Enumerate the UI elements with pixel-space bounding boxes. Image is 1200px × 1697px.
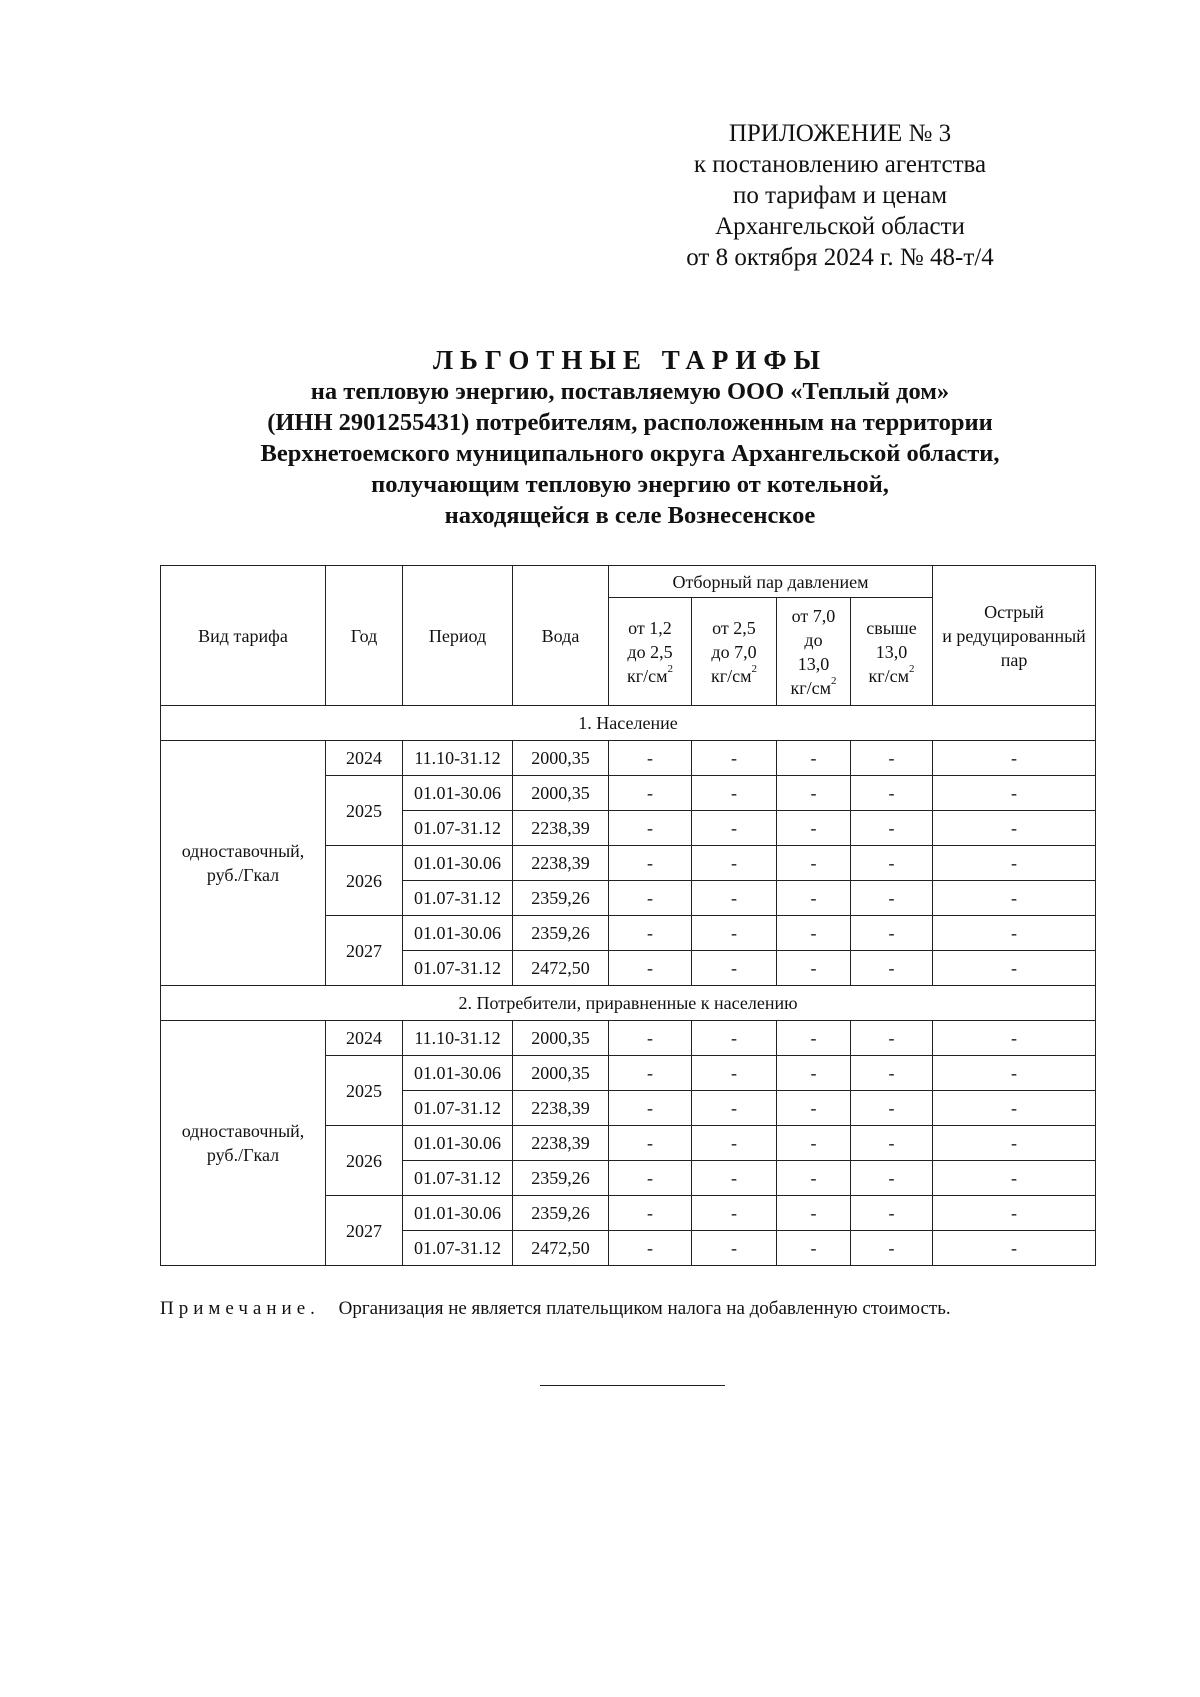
steam-value-cell: - — [692, 1126, 777, 1161]
steam-value-cell: - — [777, 1091, 851, 1126]
water-value-cell: 2472,50 — [513, 1231, 609, 1266]
water-value-cell: 2359,26 — [513, 916, 609, 951]
header-sharp-steam: Острый и редуцированный пар — [933, 566, 1096, 706]
steam-value-cell: - — [777, 1021, 851, 1056]
steam-value-cell: - — [933, 1161, 1096, 1196]
steam-value-cell: - — [692, 741, 777, 776]
water-value-cell: 2238,39 — [513, 846, 609, 881]
header-steam-2: от 2,5 до 7,0 $кг/см^2$ — [692, 598, 777, 706]
steam-value-cell: - — [933, 951, 1096, 986]
water-value-cell: 2238,39 — [513, 1126, 609, 1161]
header-steam-3: от 7,0 до 13,0 $кг/см^2$ — [777, 598, 851, 706]
steam-value-cell: - — [777, 916, 851, 951]
steam-value-cell: - — [777, 1231, 851, 1266]
period-cell: 01.07-31.12 — [403, 1091, 513, 1126]
steam-value-cell: - — [933, 881, 1096, 916]
water-value-cell: 2000,35 — [513, 741, 609, 776]
header-period: Период — [403, 566, 513, 706]
steam-value-cell: - — [851, 1231, 933, 1266]
appendix-header — [640, 118, 1040, 273]
year-cell: 2026 — [326, 846, 403, 916]
tariff-type-cell: одноставочный, руб./Гкал — [161, 1021, 326, 1266]
steam-value-cell: - — [609, 846, 692, 881]
period-cell: 01.07-31.12 — [403, 1161, 513, 1196]
appendix-line: ПРИЛОЖЕНИЕ № 3 — [728, 120, 952, 147]
steam-value-cell: - — [777, 1196, 851, 1231]
water-value-cell: 2359,26 — [513, 881, 609, 916]
steam-value-cell: - — [933, 1021, 1096, 1056]
header-steam-4: свыше 13,0 $кг/см^2$ — [851, 598, 933, 706]
steam-value-cell: - — [609, 776, 692, 811]
period-cell: 01.01-30.06 — [403, 1126, 513, 1161]
steam-value-cell: - — [609, 951, 692, 986]
steam-value-cell: - — [851, 1056, 933, 1091]
steam-value-cell: - — [777, 776, 851, 811]
steam-value-cell: - — [692, 846, 777, 881]
steam-value-cell: - — [609, 881, 692, 916]
steam-value-cell: - — [933, 1231, 1096, 1266]
section-title: 2. Потребители, приравненные к населению — [161, 986, 1096, 1021]
steam-value-cell: - — [692, 1196, 777, 1231]
steam-value-cell: - — [692, 776, 777, 811]
document-title — [160, 345, 1100, 531]
steam-value-cell: - — [933, 1056, 1096, 1091]
steam-value-cell: - — [851, 846, 933, 881]
steam-value-cell: - — [609, 1196, 692, 1231]
year-cell: 2025 — [326, 776, 403, 846]
water-value-cell: 2472,50 — [513, 951, 609, 986]
steam-value-cell: - — [933, 776, 1096, 811]
steam-value-cell: - — [609, 916, 692, 951]
title-line: находящейся в селе Вознесенское — [444, 502, 816, 529]
steam-value-cell: - — [609, 1091, 692, 1126]
main-title: ЛЬГОТНЫЕ ТАРИФЫ — [432, 345, 828, 375]
steam-value-cell: - — [777, 1161, 851, 1196]
steam-value-cell: - — [609, 741, 692, 776]
steam-value-cell: - — [777, 1126, 851, 1161]
year-cell: 2027 — [326, 1196, 403, 1266]
year-cell: 2024 — [326, 741, 403, 776]
period-cell: 01.01-30.06 — [403, 1056, 513, 1091]
header-year: Год — [326, 566, 403, 706]
note-text: Организация не является плательщиком налога на добавленную стоимость. — [338, 1298, 951, 1319]
steam-value-cell: - — [777, 741, 851, 776]
period-cell: 11.10-31.12 — [403, 1021, 513, 1056]
header-steam-1: от 1,2 до 2,5 $кг/см^2$ — [609, 598, 692, 706]
steam-value-cell: - — [851, 741, 933, 776]
steam-value-cell: - — [609, 1056, 692, 1091]
steam-value-cell: - — [609, 811, 692, 846]
table-row — [161, 1021, 1096, 1056]
steam-value-cell: - — [933, 1091, 1096, 1126]
steam-value-cell: - — [933, 811, 1096, 846]
steam-value-cell: - — [851, 776, 933, 811]
title-line: на тепловую энергию, поставляемую ООО «Теплый дом» — [310, 378, 950, 405]
period-cell: 01.01-30.06 — [403, 846, 513, 881]
steam-value-cell: - — [692, 951, 777, 986]
note-label: Примечание. — [160, 1298, 320, 1319]
tariff-table-body — [161, 706, 1096, 1266]
steam-value-cell: - — [692, 1021, 777, 1056]
steam-value-cell: - — [777, 881, 851, 916]
steam-value-cell: - — [851, 916, 933, 951]
steam-value-cell: - — [933, 846, 1096, 881]
steam-value-cell: - — [609, 1231, 692, 1266]
period-cell: 01.07-31.12 — [403, 881, 513, 916]
appendix-line: по тарифам и ценам — [732, 182, 948, 209]
water-value-cell: 2359,26 — [513, 1196, 609, 1231]
steam-value-cell: - — [692, 1056, 777, 1091]
header-tariff-type: Вид тарифа — [161, 566, 326, 706]
steam-value-cell: - — [851, 1021, 933, 1056]
appendix-line: от 8 октября 2024 г. № 48-т/4 — [686, 244, 994, 271]
section-row — [161, 706, 1096, 741]
table-row — [161, 741, 1096, 776]
section-title: 1. Население — [161, 706, 1096, 741]
end-divider — [540, 1385, 725, 1386]
steam-value-cell: - — [933, 916, 1096, 951]
steam-value-cell: - — [851, 1091, 933, 1126]
steam-value-cell: - — [933, 741, 1096, 776]
title-line: (ИНН 2901255431) потребителям, расположенным на территории — [267, 409, 993, 436]
steam-value-cell: - — [609, 1021, 692, 1056]
year-cell: 2024 — [326, 1021, 403, 1056]
water-value-cell: 2000,35 — [513, 776, 609, 811]
steam-value-cell: - — [692, 1231, 777, 1266]
year-cell: 2027 — [326, 916, 403, 986]
title-line: Верхнетоемского муниципального округа Архангельской области, — [260, 440, 1000, 467]
steam-value-cell: - — [692, 881, 777, 916]
water-value-cell: 2359,26 — [513, 1161, 609, 1196]
steam-value-cell: - — [777, 846, 851, 881]
steam-value-cell: - — [851, 951, 933, 986]
header-steam-group: Отборный пар давлением — [609, 566, 933, 598]
water-value-cell: 2000,35 — [513, 1056, 609, 1091]
steam-value-cell: - — [777, 811, 851, 846]
steam-value-cell: - — [777, 1056, 851, 1091]
steam-value-cell: - — [851, 1161, 933, 1196]
steam-value-cell: - — [692, 916, 777, 951]
note — [160, 1298, 951, 1320]
steam-value-cell: - — [933, 1196, 1096, 1231]
tariff-table — [160, 565, 1096, 1266]
steam-value-cell: - — [609, 1161, 692, 1196]
period-cell: 11.10-31.12 — [403, 741, 513, 776]
appendix-line: к постановлению агентства — [693, 151, 987, 178]
tariff-type-cell: одноставочный, руб./Гкал — [161, 741, 326, 986]
water-value-cell: 2238,39 — [513, 811, 609, 846]
water-value-cell: 2238,39 — [513, 1091, 609, 1126]
steam-value-cell: - — [692, 811, 777, 846]
steam-value-cell: - — [692, 1161, 777, 1196]
title-line: получающим тепловую энергию от котельной, — [371, 471, 889, 498]
steam-value-cell: - — [851, 1196, 933, 1231]
steam-value-cell: - — [933, 1126, 1096, 1161]
steam-value-cell: - — [692, 1091, 777, 1126]
year-cell: 2025 — [326, 1056, 403, 1126]
period-cell: 01.07-31.12 — [403, 811, 513, 846]
year-cell: 2026 — [326, 1126, 403, 1196]
period-cell: 01.01-30.06 — [403, 916, 513, 951]
appendix-line: Архангельской области — [715, 213, 965, 240]
water-value-cell: 2000,35 — [513, 1021, 609, 1056]
header-water: Вода — [513, 566, 609, 706]
period-cell: 01.07-31.12 — [403, 951, 513, 986]
section-row — [161, 986, 1096, 1021]
period-cell: 01.07-31.12 — [403, 1231, 513, 1266]
period-cell: 01.01-30.06 — [403, 776, 513, 811]
period-cell: 01.01-30.06 — [403, 1196, 513, 1231]
steam-value-cell: - — [851, 811, 933, 846]
steam-value-cell: - — [609, 1126, 692, 1161]
steam-value-cell: - — [851, 1126, 933, 1161]
steam-value-cell: - — [851, 881, 933, 916]
steam-value-cell: - — [777, 951, 851, 986]
